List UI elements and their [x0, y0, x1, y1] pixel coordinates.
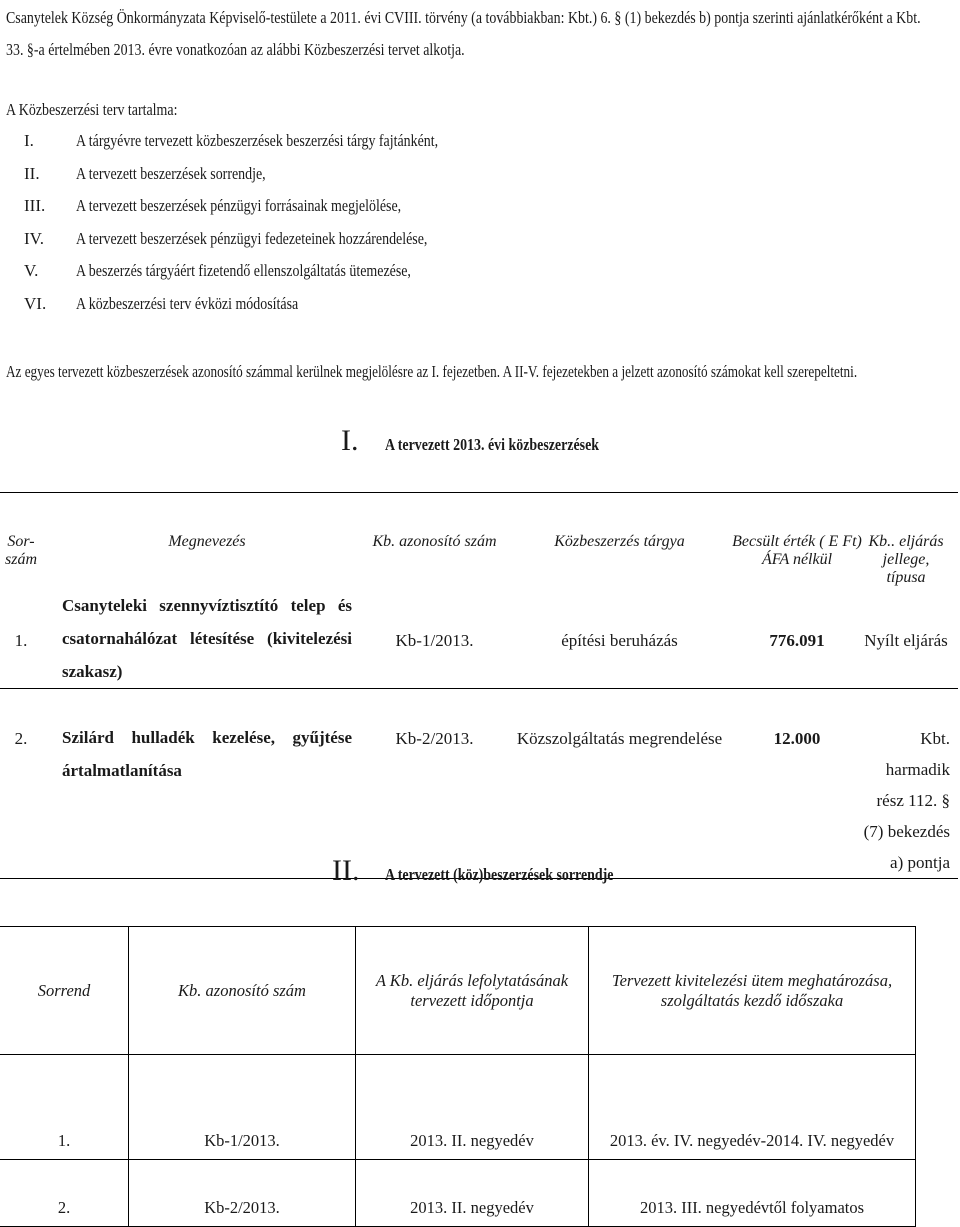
- table-row: [0, 689, 958, 879]
- intro-line-1: [6, 8, 960, 28]
- header-name: Megnevezés: [168, 533, 246, 550]
- planned-procurements-table: [0, 492, 958, 879]
- header-order: Sorrend: [0, 927, 129, 1055]
- section-1-number: I.: [341, 424, 359, 457]
- header-subject: Közbeszerzés tárgya: [554, 533, 685, 550]
- row-subject: Közszolgáltatás megrendelése: [516, 729, 723, 748]
- section-2-title: A tervezett (köz)beszerzések sorrendje: [385, 865, 614, 884]
- contents-item-number: VI.: [24, 293, 47, 313]
- row-value: 12.000: [773, 729, 821, 748]
- header-kb-id: Kb. azonosító szám: [372, 533, 497, 550]
- row-serial: 1.: [14, 630, 28, 650]
- row-kb-id: Kb-2/2013.: [395, 729, 474, 748]
- row-subject: építési beruházás: [561, 630, 678, 650]
- identifier-note-text: Az egyes tervezett közbeszerzések azonosító számmal kerülnek megjelölésre az I. fejezetben. A II-V. fejezetekben a jelzett azonosító számokat kell szerepeltetni.: [6, 362, 858, 381]
- row-type: Nyílt eljárás: [864, 630, 948, 650]
- table-header-row: [0, 927, 916, 1055]
- contents-item-number: III.: [24, 196, 46, 215]
- contents-item: [24, 229, 518, 262]
- table-header-row: [0, 493, 958, 589]
- contents-item-text: A tervezett beszerzések pénzügyi fedezeteinek hozzárendelése,: [76, 228, 428, 248]
- contents-item-number: IV.: [24, 228, 44, 248]
- intro-line-1-text: Csanytelek Község Önkormányzata Képviselő-testülete a 2011. évi CVIII. törvény (a továbbiakban: Kbt.) 6. § (1) bekezdés b) pontja szerinti ajánlatkérőként a Kbt.: [6, 8, 921, 27]
- table-row: [0, 1160, 916, 1227]
- contents-item: [24, 261, 518, 294]
- contents-item: [24, 294, 518, 327]
- row-value: 776.091: [769, 630, 825, 650]
- row-start: 2013. II. negyedév: [356, 1055, 589, 1160]
- header-value: Becsült érték ( E Ft) ÁFA nélkül: [732, 533, 862, 568]
- header-schedule: Tervezett kivitelezési ütem meghatározása, szolgáltatás kezdő időszaka: [589, 927, 916, 1055]
- row-schedule: 2013. év. IV. negyedév-2014. IV. negyedév: [589, 1055, 916, 1160]
- section-2-number: II.: [332, 854, 360, 887]
- row-type: Kbt. harmadik rész 112. § (7) bekezdés a) pontja: [863, 729, 950, 872]
- contents-item-number: V.: [24, 261, 39, 280]
- row-start: 2013. II. negyedév: [356, 1160, 589, 1227]
- header-start: A Kb. eljárás lefolytatásának tervezett időpontja: [356, 927, 589, 1055]
- intro-line-2-text: 33. §-a értelmében 2013. évre vonatkozóan az alábbi Közbeszerzési tervet alkotja.: [6, 40, 465, 59]
- contents-list: [24, 131, 518, 326]
- row-order: 2.: [0, 1160, 129, 1227]
- table-row: [0, 589, 958, 689]
- procurement-order-table: [0, 926, 916, 1227]
- contents-title: [6, 100, 215, 120]
- row-order: 1.: [0, 1055, 129, 1160]
- header-serial: Sor-szám: [4, 533, 37, 568]
- contents-item-text: A tárgyévre tervezett közbeszerzések beszerzési tárgy fajtánként,: [76, 131, 439, 150]
- row-schedule: 2013. III. negyedévtől folyamatos: [589, 1160, 916, 1227]
- section-2-heading: [332, 854, 664, 888]
- row-kb-id: Kb-1/2013.: [395, 630, 474, 650]
- contents-item-text: A beszerzés tárgyáért fizetendő ellenszolgáltatás ütemezése,: [76, 261, 411, 280]
- contents-item-number: I.: [24, 131, 34, 150]
- section-1-title: A tervezett 2013. évi közbeszerzések: [384, 435, 599, 454]
- contents-item-number: II.: [24, 163, 40, 183]
- contents-title-text: A Közbeszerzési terv tartalma:: [6, 100, 178, 119]
- table-row: [0, 1055, 916, 1160]
- row-kb-id: Kb-2/2013.: [129, 1160, 356, 1227]
- row-name: Szilárd hulladék kezelése, gyűjtése ártalmatlanítása: [62, 728, 352, 780]
- row-serial: 2.: [14, 729, 28, 748]
- row-name: Csanyteleki szennyvíztisztító telep és csatornahálózat létesítése (kivitelezési szakasz): [62, 595, 352, 681]
- identifier-note: [6, 362, 960, 382]
- header-kb-id: Kb. azonosító szám: [129, 927, 356, 1055]
- contents-item: [24, 164, 518, 197]
- intro-line-2: [6, 40, 565, 60]
- contents-item: [24, 131, 518, 164]
- contents-item-text: A közbeszerzési terv évközi módosítása: [76, 293, 299, 313]
- row-kb-id: Kb-1/2013.: [129, 1055, 356, 1160]
- header-type: Kb.. eljárás jellege, típusa: [868, 533, 944, 586]
- contents-item-text: A tervezett beszerzések sorrendje,: [76, 163, 266, 183]
- contents-item: [24, 196, 518, 229]
- contents-item-text: A tervezett beszerzések pénzügyi forrásainak megjelölése,: [76, 196, 402, 215]
- section-1-heading: [341, 424, 646, 458]
